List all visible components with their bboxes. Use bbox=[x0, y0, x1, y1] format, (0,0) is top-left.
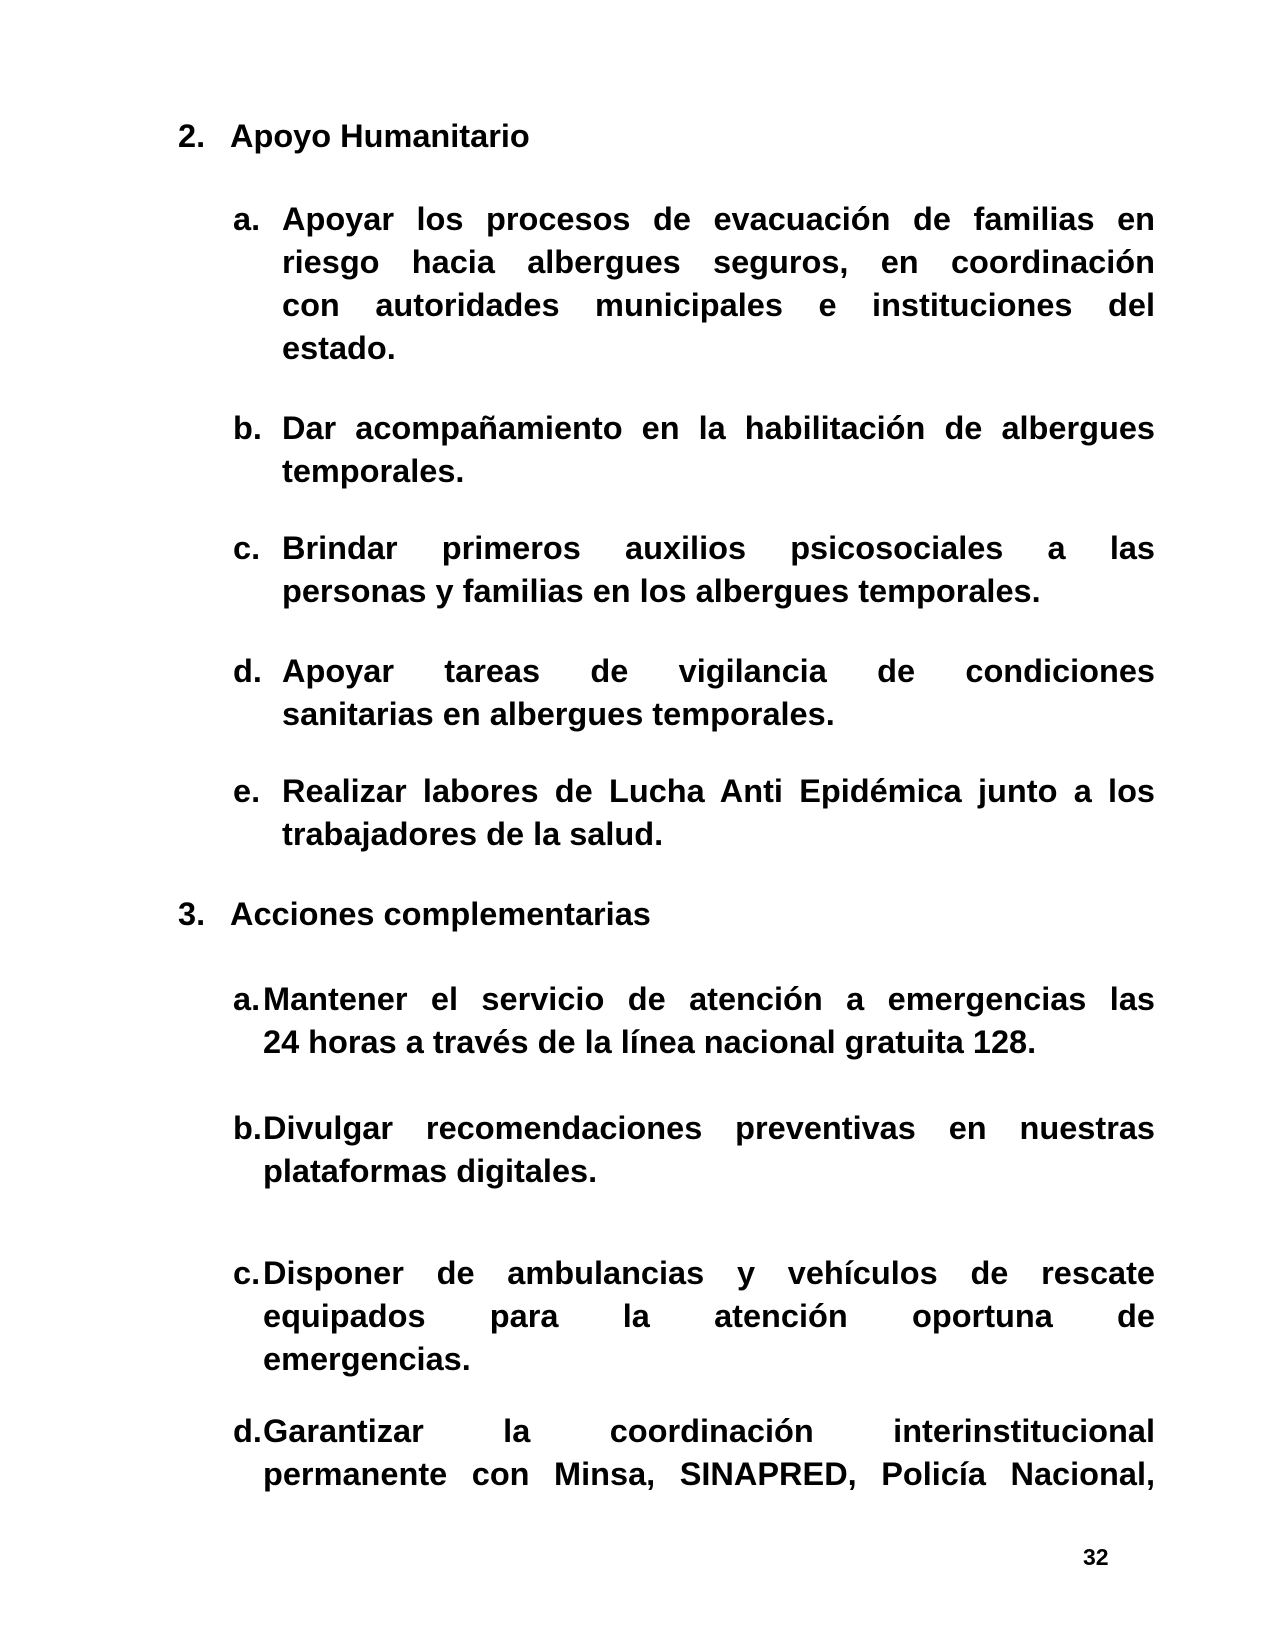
section-3-title: Acciones complementarias bbox=[230, 896, 651, 932]
item-text bbox=[263, 1410, 1155, 1496]
item-line: equipados para la atención oportuna de bbox=[263, 1298, 1155, 1334]
item-text bbox=[282, 770, 1155, 856]
item-line: temporales. bbox=[282, 453, 465, 489]
item-letter: c. bbox=[233, 530, 261, 566]
item-line: Apoyar los procesos de evacuación de familias en bbox=[282, 201, 1155, 237]
list-item-2d bbox=[233, 650, 1155, 736]
list-item-3c bbox=[233, 1252, 1155, 1381]
item-letter: b. bbox=[233, 410, 262, 446]
item-line: con autoridades municipales e instituciones del bbox=[282, 287, 1155, 323]
list-item-2e bbox=[233, 770, 1155, 856]
item-letter: a. bbox=[233, 981, 261, 1017]
item-line: 24 horas a través de la línea nacional gratuita 128. bbox=[263, 1024, 1037, 1060]
list-item-2c bbox=[233, 527, 1155, 613]
item-line: Garantizar la coordinación interinstitucional bbox=[263, 1413, 1155, 1449]
list-item-3a bbox=[233, 978, 1155, 1064]
item-letter: d. bbox=[233, 1413, 262, 1449]
item-letter: d. bbox=[233, 653, 262, 689]
section-3-heading bbox=[178, 893, 651, 936]
item-line: Disponer de ambulancias y vehículos de rescate bbox=[263, 1255, 1155, 1291]
list-item-3d bbox=[233, 1410, 1155, 1496]
list-item-3b bbox=[233, 1107, 1155, 1193]
item-letter: b. bbox=[233, 1110, 262, 1146]
list-item-2b bbox=[233, 407, 1155, 493]
section-3-number: 3. bbox=[178, 896, 206, 932]
item-line: personas y familias en los albergues temporales. bbox=[282, 573, 1041, 609]
section-2-number: 2. bbox=[178, 118, 206, 154]
item-text bbox=[282, 650, 1155, 736]
item-line: Apoyar tareas de vigilancia de condiciones bbox=[282, 653, 1155, 689]
item-line: sanitarias en albergues temporales. bbox=[282, 696, 835, 732]
item-letter: e. bbox=[233, 773, 261, 809]
item-line: Realizar labores de Lucha Anti Epidémica junto a los bbox=[282, 773, 1155, 809]
item-line: Dar acompañamiento en la habilitación de albergues bbox=[282, 410, 1155, 446]
item-line: estado. bbox=[282, 330, 396, 366]
item-text bbox=[263, 1252, 1155, 1381]
item-text bbox=[263, 1107, 1155, 1193]
item-text bbox=[282, 527, 1155, 613]
item-line: emergencias. bbox=[263, 1341, 471, 1377]
item-line: trabajadores de la salud. bbox=[282, 816, 664, 852]
section-2-heading bbox=[178, 115, 530, 158]
item-line: riesgo hacia albergues seguros, en coordinación bbox=[282, 244, 1155, 280]
section-2-title: Apoyo Humanitario bbox=[230, 118, 530, 154]
item-line: Mantener el servicio de atención a emergencias las bbox=[263, 981, 1155, 1017]
item-letter: a. bbox=[233, 201, 261, 237]
page-number: 32 bbox=[1083, 1544, 1109, 1570]
item-text bbox=[263, 978, 1155, 1064]
item-line: Divulgar recomendaciones preventivas en nuestras bbox=[263, 1110, 1155, 1146]
item-text bbox=[282, 407, 1155, 493]
list-item-2a bbox=[233, 198, 1155, 370]
item-line: permanente con Minsa, SINAPRED, Policía Nacional, bbox=[263, 1456, 1155, 1492]
item-line: plataformas digitales. bbox=[263, 1153, 598, 1189]
item-letter: c. bbox=[233, 1255, 261, 1291]
item-line: Brindar primeros auxilios psicosociales a las bbox=[282, 530, 1155, 566]
item-text bbox=[282, 198, 1155, 370]
